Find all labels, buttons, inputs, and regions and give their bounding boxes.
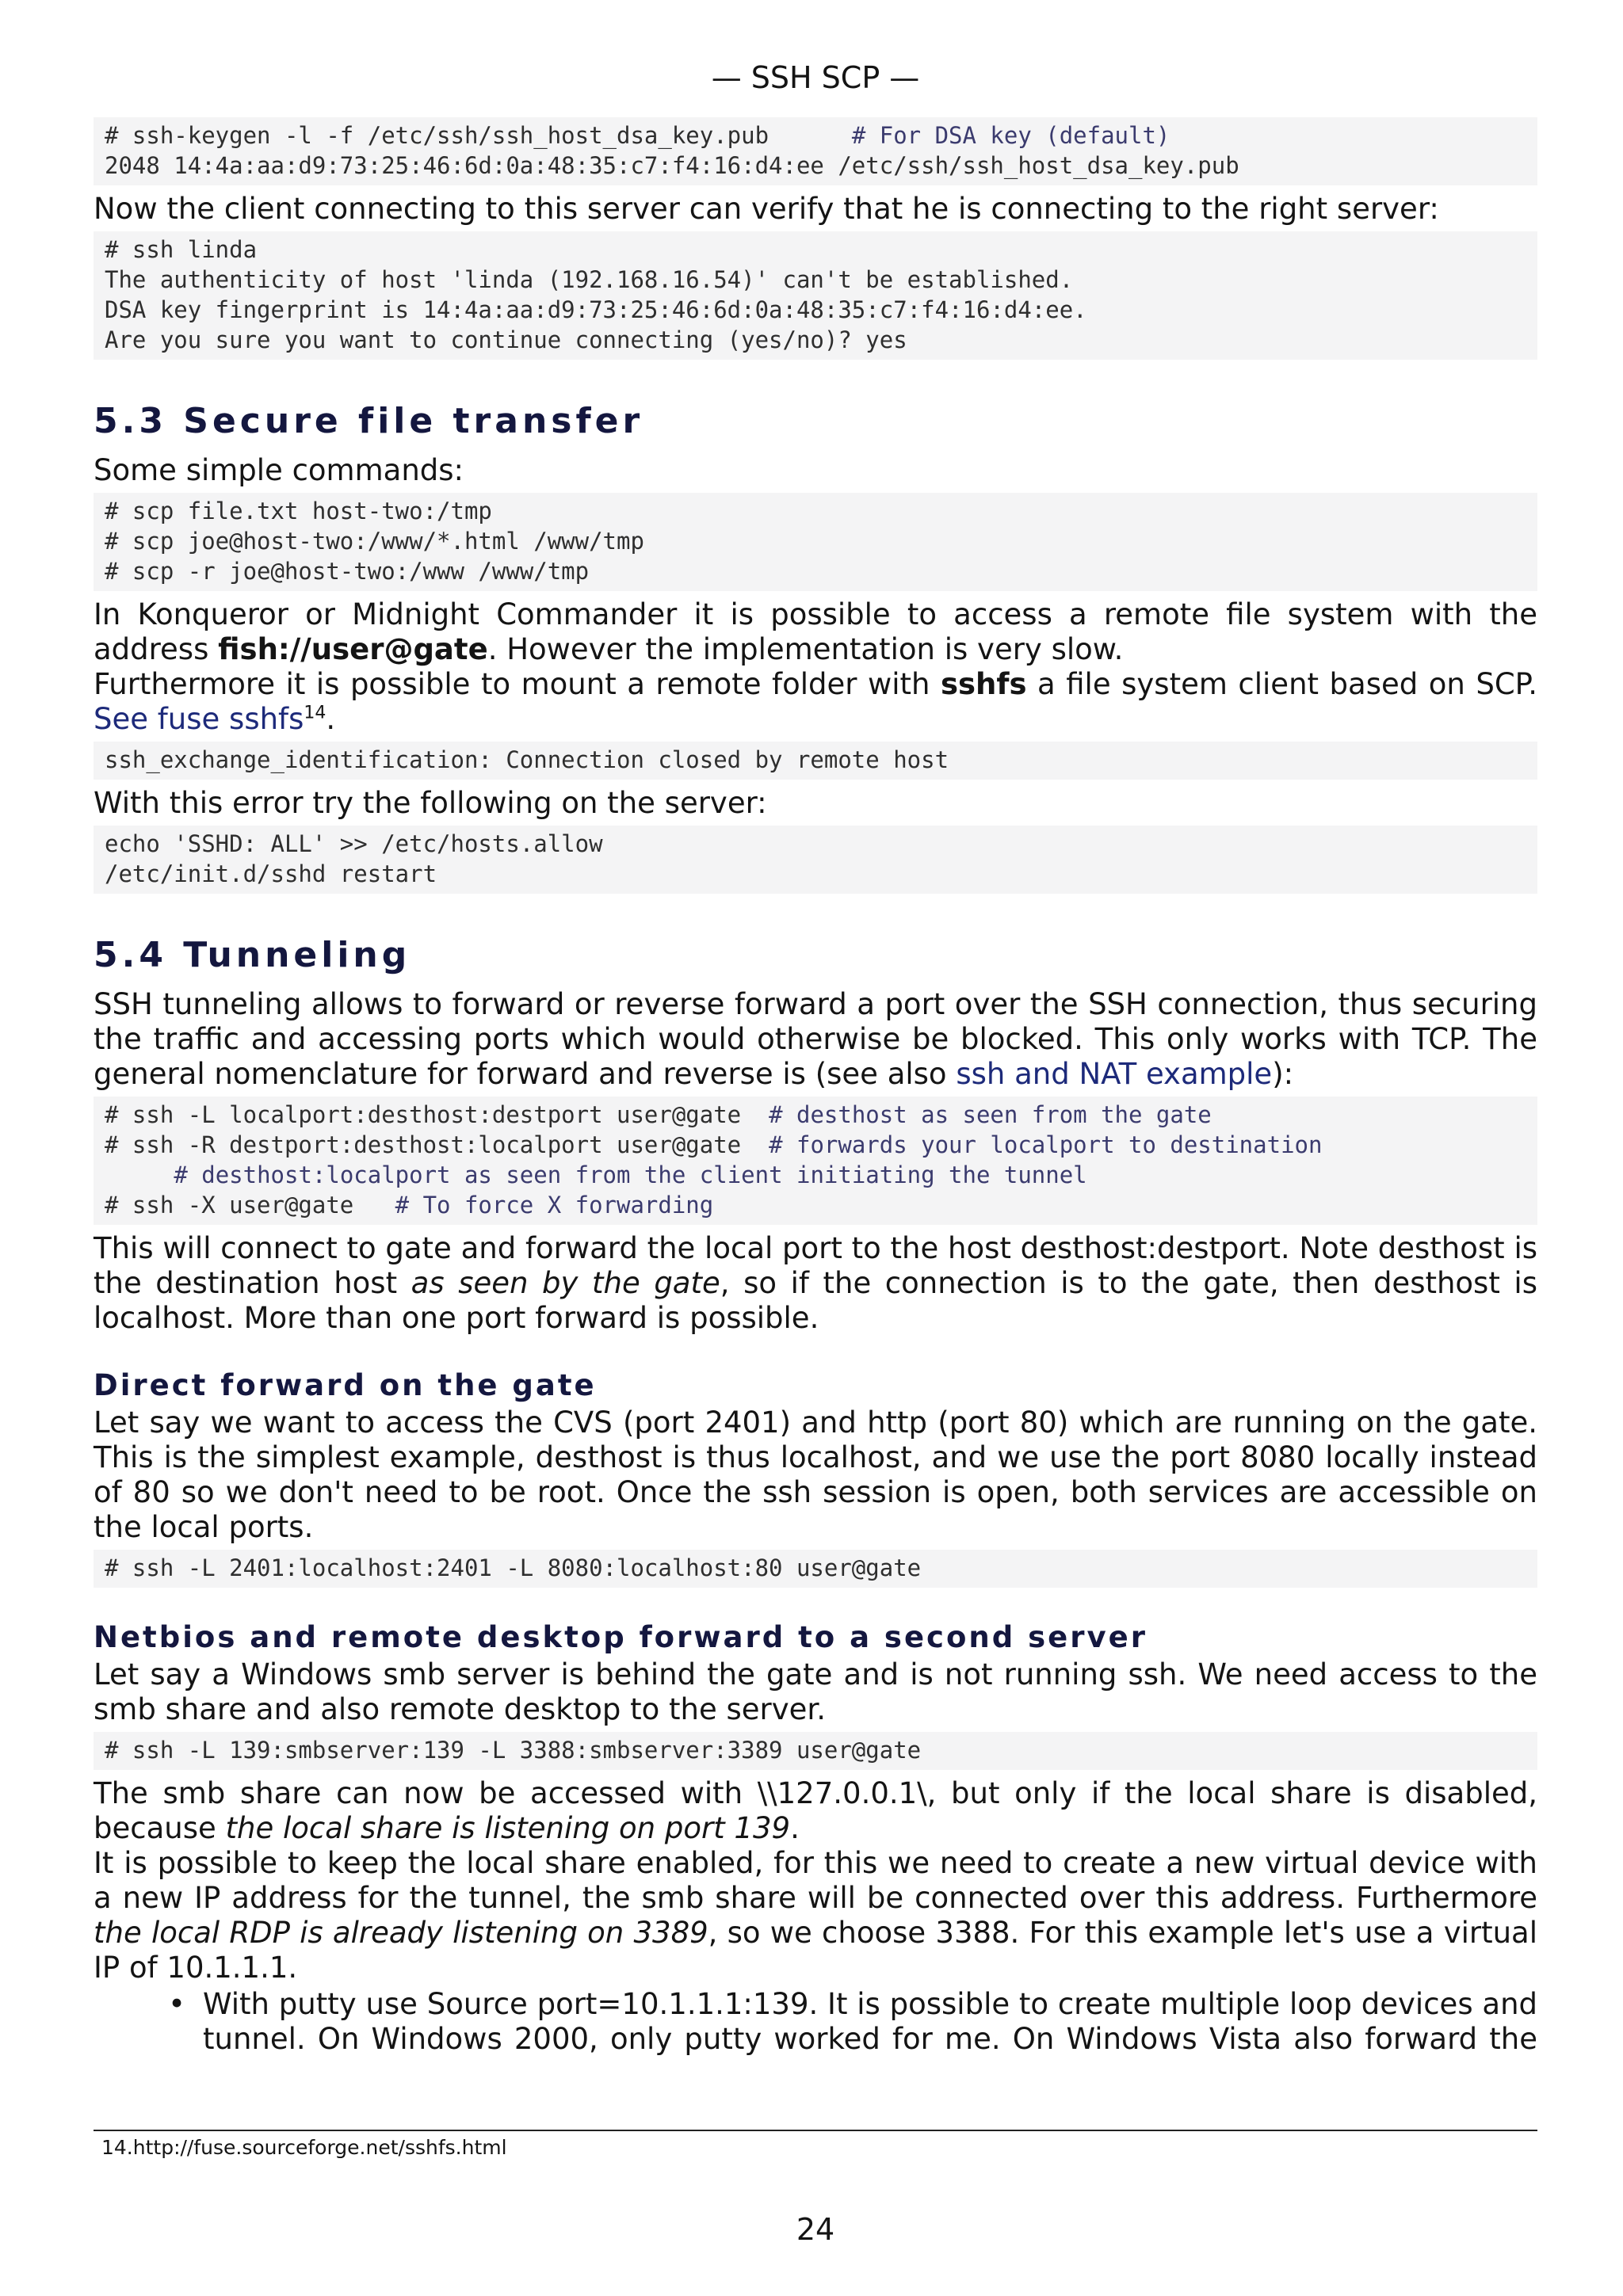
fuse-sshfs-link[interactable]: See fuse sshfs — [94, 702, 304, 736]
italic-text: as seen by the gate — [411, 1266, 720, 1300]
text-run: . — [790, 1811, 800, 1845]
text-run: ): — [1272, 1057, 1294, 1091]
list-item — [94, 1987, 1537, 2057]
code-block-hosts-allow — [94, 826, 1537, 894]
code-line: # ssh -X user@gate — [105, 1192, 395, 1219]
text-run: , so if the connection is to the gate, then desthost is localhost. More than one port forward is possible. — [94, 1266, 1537, 1335]
text-run: a file system client based on SCP. — [1026, 667, 1537, 701]
code-indent — [105, 1161, 174, 1188]
page-number: 24 — [796, 2212, 835, 2247]
code-comment: # desthost as seen from the gate — [769, 1101, 1212, 1128]
text-run: . — [326, 702, 336, 736]
code-line: # ssh linda — [105, 236, 258, 263]
paragraph — [94, 667, 1537, 737]
code-line: The authenticity of host 'linda (192.168.16.54)' can't be established. — [105, 266, 1074, 293]
code-line: # ssh-keygen -l -f /etc/ssh/ssh_host_dsa_key.pub — [105, 122, 852, 149]
code-block-ssh-linda — [94, 231, 1537, 360]
section-heading-5-4: 5.4 Tunneling — [94, 935, 411, 975]
code-comment: # For DSA key (default) — [851, 122, 1170, 149]
paragraph — [94, 987, 1537, 1092]
code-block-direct-forward: # ssh -L 2401:localhost:2401 -L 8080:localhost:80 user@gate — [94, 1550, 1537, 1588]
italic-text: the local RDP is already listening on 3389 — [94, 1916, 708, 1950]
footnote-ref[interactable]: 14 — [304, 703, 327, 723]
list-item-text: With putty use Source port=10.1.1.1:139. It is possible to create multiple loop devices and tunnel. On Windows 2000, only putty worked for me. On Windows Vista also forward the — [203, 1987, 1537, 2056]
bold-text: fish://user@gate — [218, 632, 488, 666]
code-block-scp — [94, 493, 1537, 591]
text-run: In Konqueror or Midnight Commander it is possible to access a remote file system with the address — [94, 597, 1537, 666]
paragraph: Now the client connecting to this server can verify that he is connecting to the right server: — [94, 192, 1439, 226]
code-line: # ssh -R destport:desthost:localport user@gate — [105, 1131, 769, 1158]
ssh-nat-example-link[interactable]: ssh and NAT example — [956, 1057, 1273, 1091]
italic-text: the local share is listening on port 139 — [225, 1811, 791, 1845]
paragraph: Let say a Windows smb server is behind the gate and is not running ssh. We need access to the smb share and also remote desktop to the server. — [94, 1657, 1537, 1726]
code-line: # ssh -L localport:desthost:destport user@gate — [105, 1101, 769, 1128]
code-comment: # forwards your localport to destination — [769, 1131, 1323, 1158]
text-run: , so we choose 3388. For this example let's use a virtual IP of 10.1.1.1. — [94, 1916, 1537, 1985]
footnote: 14.http://fuse.sourceforge.net/sshfs.html — [101, 2136, 507, 2159]
footnote-divider — [94, 2130, 1537, 2131]
code-line: # scp -r joe@host-two:/www /www/tmp — [105, 558, 590, 585]
code-block-smb-forward: # ssh -L 139:smbserver:139 -L 3388:smbserver:3389 user@gate — [94, 1732, 1537, 1770]
bullet-icon: • — [168, 1987, 185, 2021]
paragraph — [94, 597, 1537, 667]
paragraph — [94, 1776, 1537, 1846]
text-run: . However the implementation is very slow. — [487, 632, 1124, 666]
paragraph: With this error try the following on the server: — [94, 786, 767, 820]
text-run: The smb share can now be accessed with \\127.0.0.1\, but only if the local share is disabled, because — [94, 1776, 1537, 1845]
code-block-tunnel-syntax — [94, 1097, 1537, 1225]
bold-text: sshfs — [941, 667, 1027, 701]
code-line: DSA key fingerprint is 14:4a:aa:d9:73:25:46:6d:0a:48:35:c7:f4:16:d4:ee. — [105, 296, 1087, 323]
subsection-heading-netbios: Netbios and remote desktop forward to a second server — [94, 1620, 1148, 1654]
page-content — [94, 117, 1537, 2057]
code-line: # scp joe@host-two:/www/*.html /www/tmp — [105, 528, 644, 555]
code-block-keygen — [94, 117, 1537, 185]
text-run: This will connect to gate and forward the local port to the host desthost:destport. Note desthost is the destination host — [94, 1231, 1537, 1300]
code-line: # scp file.txt host-two:/tmp — [105, 498, 492, 524]
text-run: Furthermore it is possible to mount a remote folder with — [94, 667, 941, 701]
code-comment: # desthost:localport as seen from the client initiating the tunnel — [174, 1161, 1087, 1188]
text-run: It is possible to keep the local share enabled, for this we need to create a new virtual device with a new IP address for the tunnel, the smb share will be connected over this address. Furthermore — [94, 1846, 1537, 1915]
code-line: 2048 14:4a:aa:d9:73:25:46:6d:0a:48:35:c7:f4:16:d4:ee /etc/ssh/ssh_host_dsa_key.pub — [105, 152, 1239, 179]
paragraph — [94, 1231, 1537, 1336]
subsection-heading-direct-forward: Direct forward on the gate — [94, 1368, 597, 1402]
section-heading-5-3: 5.3 Secure file transfer — [94, 401, 644, 441]
running-header: — SSH SCP — — [711, 60, 920, 95]
paragraph — [94, 1846, 1537, 1985]
code-line: /etc/init.d/sshd restart — [105, 860, 437, 887]
paragraph: Some simple commands: — [94, 453, 464, 487]
code-line: echo 'SSHD: ALL' >> /etc/hosts.allow — [105, 830, 603, 857]
code-comment: # To force X forwarding — [395, 1192, 714, 1219]
code-block-error: ssh_exchange_identification: Connection closed by remote host — [94, 742, 1537, 780]
paragraph: Let say we want to access the CVS (port 2401) and http (port 80) which are running on the gate. This is the simplest example, desthost is thus localhost, and we use the port 8080 locally instead of 80 so we don't need to be root. Once the ssh session is open, both services are accessible on the local ports. — [94, 1405, 1537, 1544]
text-run: SSH tunneling allows to forward or reverse forward a port over the SSH connection, thus securing the traffic and accessing ports which would otherwise be blocked. This only works with TCP. The general nomenclature for forward and reverse is (see also — [94, 987, 1537, 1091]
code-line: Are you sure you want to continue connecting (yes/no)? yes — [105, 326, 907, 353]
